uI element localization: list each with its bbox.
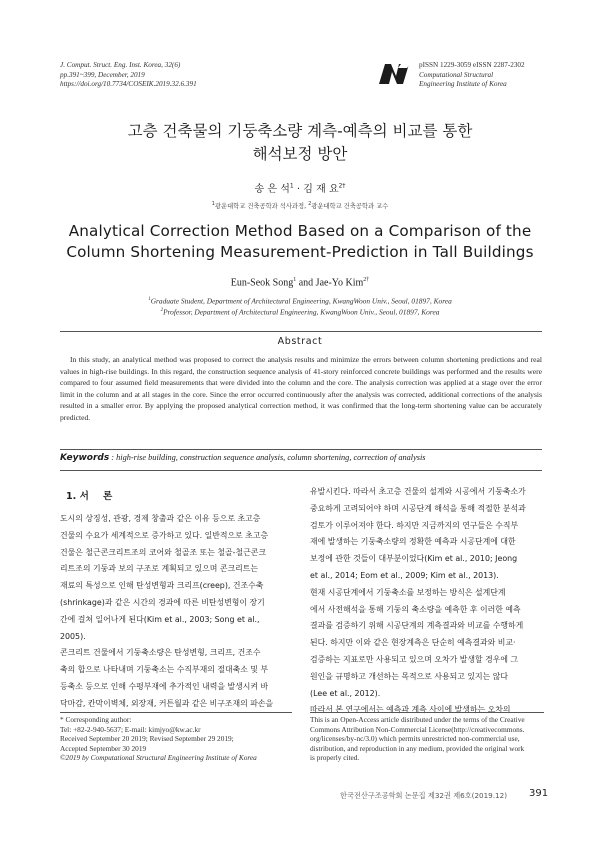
title-english bbox=[0, 221, 600, 263]
title-english-line: Column Shortening Measurement-Prediction in Tall Buildings bbox=[66, 243, 534, 261]
affiliation-superscript: 2 bbox=[160, 308, 164, 314]
body-line: 재료의 특성으로 인해 탄성변형과 크리프(creep), 건조수축 bbox=[60, 581, 264, 591]
journal-citation bbox=[60, 61, 197, 90]
body-right-column bbox=[310, 484, 544, 719]
body-line: 보정에 관한 것들이 대부분이었다(Kim et al., 2010; Jeong bbox=[310, 554, 518, 564]
footnote-line: Tel: +82-2-940-5637; E-mail: kimjyo@kw.ac.kr bbox=[60, 724, 201, 734]
affiliation-superscript: 1 bbox=[211, 201, 215, 207]
affiliation-english bbox=[0, 295, 600, 318]
affiliation-line bbox=[0, 306, 600, 317]
author-name: 김 재 요 bbox=[303, 184, 339, 195]
footnote-line: Received September 20 2019; Revised September 29 2019; bbox=[60, 734, 234, 744]
license-block bbox=[310, 715, 525, 763]
license-line: org/licenses/by-nc/3.0) which permits unrestricted non-commercial use, bbox=[310, 734, 520, 744]
author-superscript: 2† bbox=[338, 182, 346, 190]
body-line: 검증하는 지표로만 사용되고 있으며 오차가 발생할 경우에 그 bbox=[310, 654, 519, 664]
body-line: 검토가 이루어져야 한다. 하지만 지금까지의 연구들은 수직부 bbox=[310, 520, 519, 530]
affiliation-text: 광운대학교 건축공학과 석사과정, bbox=[214, 203, 309, 211]
affiliation-text: Professor, Department of Architectural Engineering, KwangWoon Univ., Seoul, 01897, Korea bbox=[163, 307, 440, 317]
body-line: 간에 걸쳐 일어나게 된다(Kim et al., 2003; Song et al., bbox=[60, 614, 260, 624]
body-line: et al., 2014; Eom et al., 2009; Kim et al., 2013). bbox=[310, 570, 499, 580]
title-korean-line: 고층 건축물의 기둥축소량 계측-예측의 비교를 통한 bbox=[127, 122, 473, 140]
author-superscript: 2† bbox=[363, 277, 370, 283]
license-line: is properly cited. bbox=[310, 753, 360, 763]
authors-korean bbox=[0, 180, 600, 195]
author-name: Eun-Seok Song bbox=[230, 277, 294, 289]
body-line: 원인을 규명하고 개선하는 목적으로 사용되고 있지는 않다 bbox=[310, 671, 508, 681]
journal-pages-line: pp.391~399, December, 2019 bbox=[60, 70, 145, 79]
body-line: 건물은 철근콘크리트조의 코어와 철골조 또는 철골-철근콘크 bbox=[60, 547, 266, 557]
publisher-line: Computational Structural bbox=[419, 70, 494, 79]
abstract-body: In this study, an analytical method was proposed to correct the analysis results and minimize the errors between column shortening predictions and real values in high-rise buildings. In this regard, the construction sequence analysis of 41-story reinforced concrete buildings was performed and the results were compared to four assumed field measurements that were divided into the column and the core. The analysis correction was applied at a stage over the error limit in the column and at all stages in the core. Since the error occurred continuously after the analysis was corrected, additional corrections of the analysis resulted in a smaller error. By applying the proposed analytical correction method, it was confirmed that the long-term shortening value can be accurately predicted. bbox=[60, 355, 542, 422]
keywords-line bbox=[60, 453, 542, 463]
keywords-top-rule bbox=[60, 449, 542, 450]
affiliation-superscript: 1 bbox=[148, 297, 151, 302]
body-line: 닥마감, 칸막이벽체, 외장재, 커튼월과 같은 비구조재의 파손을 bbox=[60, 698, 274, 708]
body-line: (Lee et al., 2012). bbox=[310, 688, 381, 698]
journal-logo-icon bbox=[377, 62, 411, 86]
section-number: 1. 서 bbox=[66, 491, 89, 502]
section-heading bbox=[66, 488, 112, 502]
body-line: 콘크리트 건물에서 기둥축소량은 탄성변형, 크리프, 건조수 bbox=[60, 648, 261, 658]
copyright-line: ©2019 by Computational Structural Engineering Institute of Korea bbox=[60, 753, 257, 763]
body-line: 등축소 등으로 인해 수평부재에 추가적인 내력을 발생시켜 바 bbox=[60, 681, 269, 691]
author-separator: · bbox=[293, 184, 304, 195]
corresponding-author-block bbox=[60, 715, 257, 763]
footer-journal: 한국전산구조공학회 논문집 제32권 제6호(2019.12) bbox=[340, 791, 507, 800]
section-title: 론 bbox=[102, 491, 113, 502]
issn-line: pISSN 1229-3059 eISSN 2287-2302 bbox=[419, 61, 525, 69]
body-line: 따라서 본 연구에서는 예측과 계측 사이에 발생하는 오차의 bbox=[310, 705, 511, 715]
body-line: 유발시킨다. 따라서 초고층 건물의 설계와 시공에서 기둥축소가 bbox=[310, 487, 526, 496]
keywords-text: : high-rise building, construction sequence analysis, column shortening, correction of analysis bbox=[109, 453, 426, 462]
body-left-column bbox=[60, 511, 292, 713]
keywords-label: Keywords bbox=[60, 453, 110, 463]
body-line: 결과를 검증하기 위해 시공단계의 계측결과와 비교를 수행하게 bbox=[310, 621, 524, 631]
author-conjunction: and bbox=[296, 277, 316, 289]
license-line: This is an Open-Access article distributed under the terms of the Creative bbox=[310, 715, 525, 724]
author-superscript: 1 bbox=[293, 277, 297, 283]
affiliation-korean bbox=[0, 201, 600, 210]
publisher-line: Engineering Institute of Korea bbox=[419, 80, 507, 88]
page-number: 391 bbox=[529, 788, 549, 799]
author-name: 송 은 석 bbox=[254, 184, 290, 195]
affiliation-text: 광운대학교 건축공학과 교수 bbox=[311, 203, 389, 211]
title-korean-line: 해석보정 방안 bbox=[252, 145, 348, 163]
journal-citation-line: J. Comput. Struct. Eng. Inst. Korea, 32(6) bbox=[60, 61, 181, 69]
body-line: 에서 사전해석을 통해 기둥의 축소량을 예측한 후 이러한 예측 bbox=[310, 604, 521, 614]
body-line: (shrinkage)과 같은 시간의 경과에 따른 비탄성변형이 장기 bbox=[60, 597, 265, 607]
authors-english bbox=[0, 277, 600, 288]
body-line: 된다. 하지만 이와 같은 현장계측은 단순히 예측결과와 비교· bbox=[310, 638, 516, 648]
footnote-rule-left bbox=[60, 712, 292, 713]
body-line: 재에 발생하는 기둥축소량의 정확한 예측과 시공단계에 대한 bbox=[310, 537, 516, 547]
title-english-line: Analytical Correction Method Based on a Comparison of the bbox=[68, 222, 532, 240]
author-name: Jae-Yo Kim bbox=[315, 277, 364, 289]
license-line: Commons Attribution Non-Commercial License(http://creativecommons. bbox=[310, 724, 525, 734]
body-line: 도시의 상징성, 관광, 경제 창출과 같은 이유 등으로 초고층 bbox=[60, 514, 261, 523]
doi-link[interactable]: https://doi.org/10.7734/COSEIK.2019.32.6.391 bbox=[60, 80, 197, 88]
affiliation-superscript: 2 bbox=[308, 201, 312, 207]
footnote-line: * Corresponding author: bbox=[60, 715, 132, 724]
abstract-heading: Abstract bbox=[277, 336, 323, 347]
affiliation-text: Graduate Student, Department of Architectural Engineering, KwangWoon Univ., Seoul, 01897, Korea bbox=[150, 296, 452, 306]
keywords-bottom-rule bbox=[60, 470, 542, 471]
author-superscript: 1 bbox=[289, 182, 294, 190]
license-line: distribution, and reproduction in any medium, provided the original work bbox=[310, 743, 525, 753]
body-line: 건물의 수요가 세계적으로 증가하고 있다. 일반적으로 초고층 bbox=[60, 530, 269, 540]
affiliation-line bbox=[0, 295, 600, 306]
body-line: 2005). bbox=[60, 631, 86, 641]
footnote-line: Accepted September 30 2019 bbox=[60, 743, 147, 753]
title-korean bbox=[0, 120, 600, 166]
abstract-top-rule bbox=[60, 331, 542, 332]
body-line: 축의 합으로 나타내며 기둥축소는 수직부재의 절대축소 및 부 bbox=[60, 665, 269, 675]
body-line: 리트조의 기둥과 보의 구조로 계획되고 있으며 콘크리트는 bbox=[60, 564, 258, 574]
body-line: 현재 시공단계에서 기둥축소를 보정하는 방식은 설계단계 bbox=[310, 587, 506, 597]
body-line: 중요하게 고려되어야 하며 시공단계 해석을 통해 적절한 분석과 bbox=[310, 503, 526, 513]
footnote-rule-right bbox=[310, 712, 544, 713]
issn-block bbox=[419, 61, 525, 90]
